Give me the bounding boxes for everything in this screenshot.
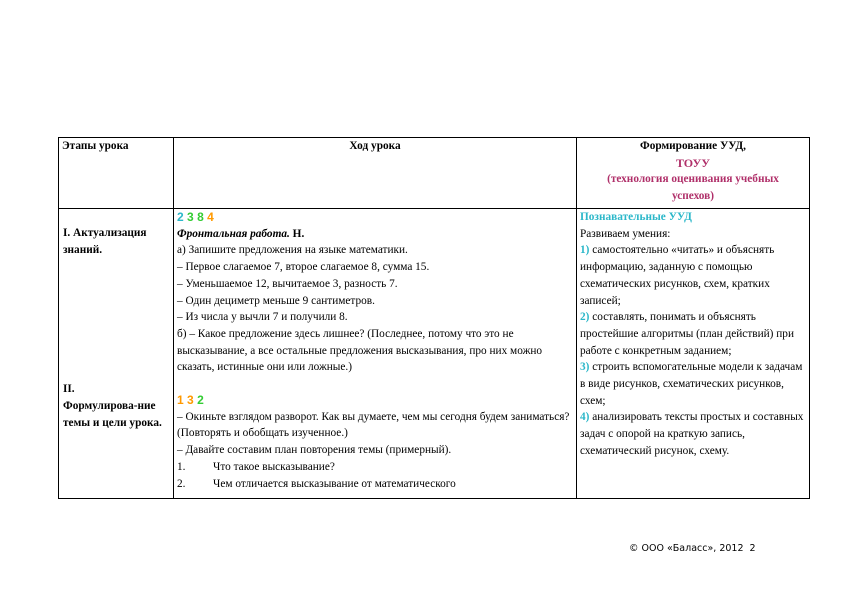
footer-copyright: © ООО «Баласс», 2012 — [629, 543, 744, 554]
frontal-work-label: Фронтальная работа. — [177, 227, 290, 240]
uud-item-text: анализировать тексты простых и составных задач с опорой на краткую запись, схематический рисунок, схему. — [580, 411, 804, 457]
uud-item-text: самостоятельно «читать» и объяснять информацию, заданную с помощью схематических рисунков, схем, кратких записей; — [580, 244, 775, 307]
marker-num: 3 — [187, 393, 194, 408]
frontal-work-line — [177, 226, 573, 243]
marker-num: 4 — [207, 210, 214, 224]
plan-item — [177, 476, 573, 493]
footer-page-number: 2 — [749, 543, 756, 554]
uud-item — [580, 242, 806, 309]
lesson-table — [58, 137, 810, 499]
page-footer — [629, 543, 756, 554]
uud-item-number: 2) — [580, 311, 590, 324]
uud-title: Познавательные УУД — [580, 211, 692, 223]
marker-numbers-1 — [177, 209, 573, 226]
uud-item-text: составлять, понимать и объяснять простейшие алгоритмы (план действий) при работе с конкретным заданием; — [580, 311, 795, 357]
marker-num: 3 — [187, 210, 194, 224]
task-line: а) Запишите предложения на языке математики. — [177, 244, 408, 257]
marker-num: 2 — [177, 210, 184, 224]
content-row — [59, 209, 810, 499]
plan-item-text: Чем отличается высказывание от математического — [213, 477, 456, 490]
marker-num: 8 — [197, 210, 204, 224]
plan-item-text: Что такое высказывание? — [213, 460, 335, 473]
task-question: б) – Какое предложение здесь лишнее? (Последнее, потому что это не высказывание, а все остальные предложения высказывания, про них можно сказать, истинные они или ложные.) — [177, 327, 543, 374]
uud-item-text: строить вспомогательные модели к задачам в виде рисунков, схематических рисунков, схем; — [580, 361, 803, 407]
stage-formulation: Формулирова-ние темы и цели урока. — [63, 400, 162, 429]
stages-cell — [59, 209, 174, 499]
header-process: Ход урока — [174, 138, 577, 209]
uud-intro: Развиваем умения: — [580, 227, 671, 240]
task-line: – Уменьшаемое 12, вычитаемое 3, разность 7. — [177, 277, 398, 290]
header-uud — [577, 138, 810, 209]
plan-item-number: 1. — [177, 460, 186, 473]
uud-item — [580, 409, 806, 459]
marker-num: 1 — [177, 393, 184, 408]
discussion-line: – Окиньте взглядом разворот. Как вы думаете, чем мы сегодня будем заниматься? (Повторять и обобщать изученное.) — [177, 410, 570, 440]
stage-actualization: I. Актуализация знаний. — [63, 227, 147, 256]
header-touu: ТОУУ — [675, 155, 711, 170]
uud-item — [580, 359, 806, 409]
uud-item — [580, 309, 806, 359]
plan-item-number: 2. — [177, 477, 186, 490]
task-line: – Из числа у вычли 7 и получили 8. — [177, 311, 348, 324]
uud-item-number: 1) — [580, 244, 590, 257]
plan-item — [177, 459, 573, 476]
stage-number-2: II. — [63, 383, 75, 396]
marker-num: 2 — [197, 393, 204, 408]
header-stages: Этапы урока — [59, 138, 174, 209]
uud-item-number: 4) — [580, 411, 590, 424]
marker-numbers-2 — [177, 392, 573, 409]
task-line: – Один дециметр меньше 9 сантиметров. — [177, 294, 375, 307]
discussion-line: – Давайте составим план повторения темы (примерный). — [177, 444, 452, 457]
header-row — [59, 138, 810, 209]
process-cell — [174, 209, 577, 499]
uud-item-number: 3) — [580, 361, 590, 374]
uud-cell — [577, 209, 810, 499]
header-uud-title: Формирование УУД, — [640, 140, 746, 152]
header-touu-desc: (технология оценивания учебных успехов) — [607, 173, 779, 203]
frontal-work-n: Н. — [292, 227, 305, 240]
task-line: – Первое слагаемое 7, второе слагаемое 8, сумма 15. — [177, 261, 430, 274]
